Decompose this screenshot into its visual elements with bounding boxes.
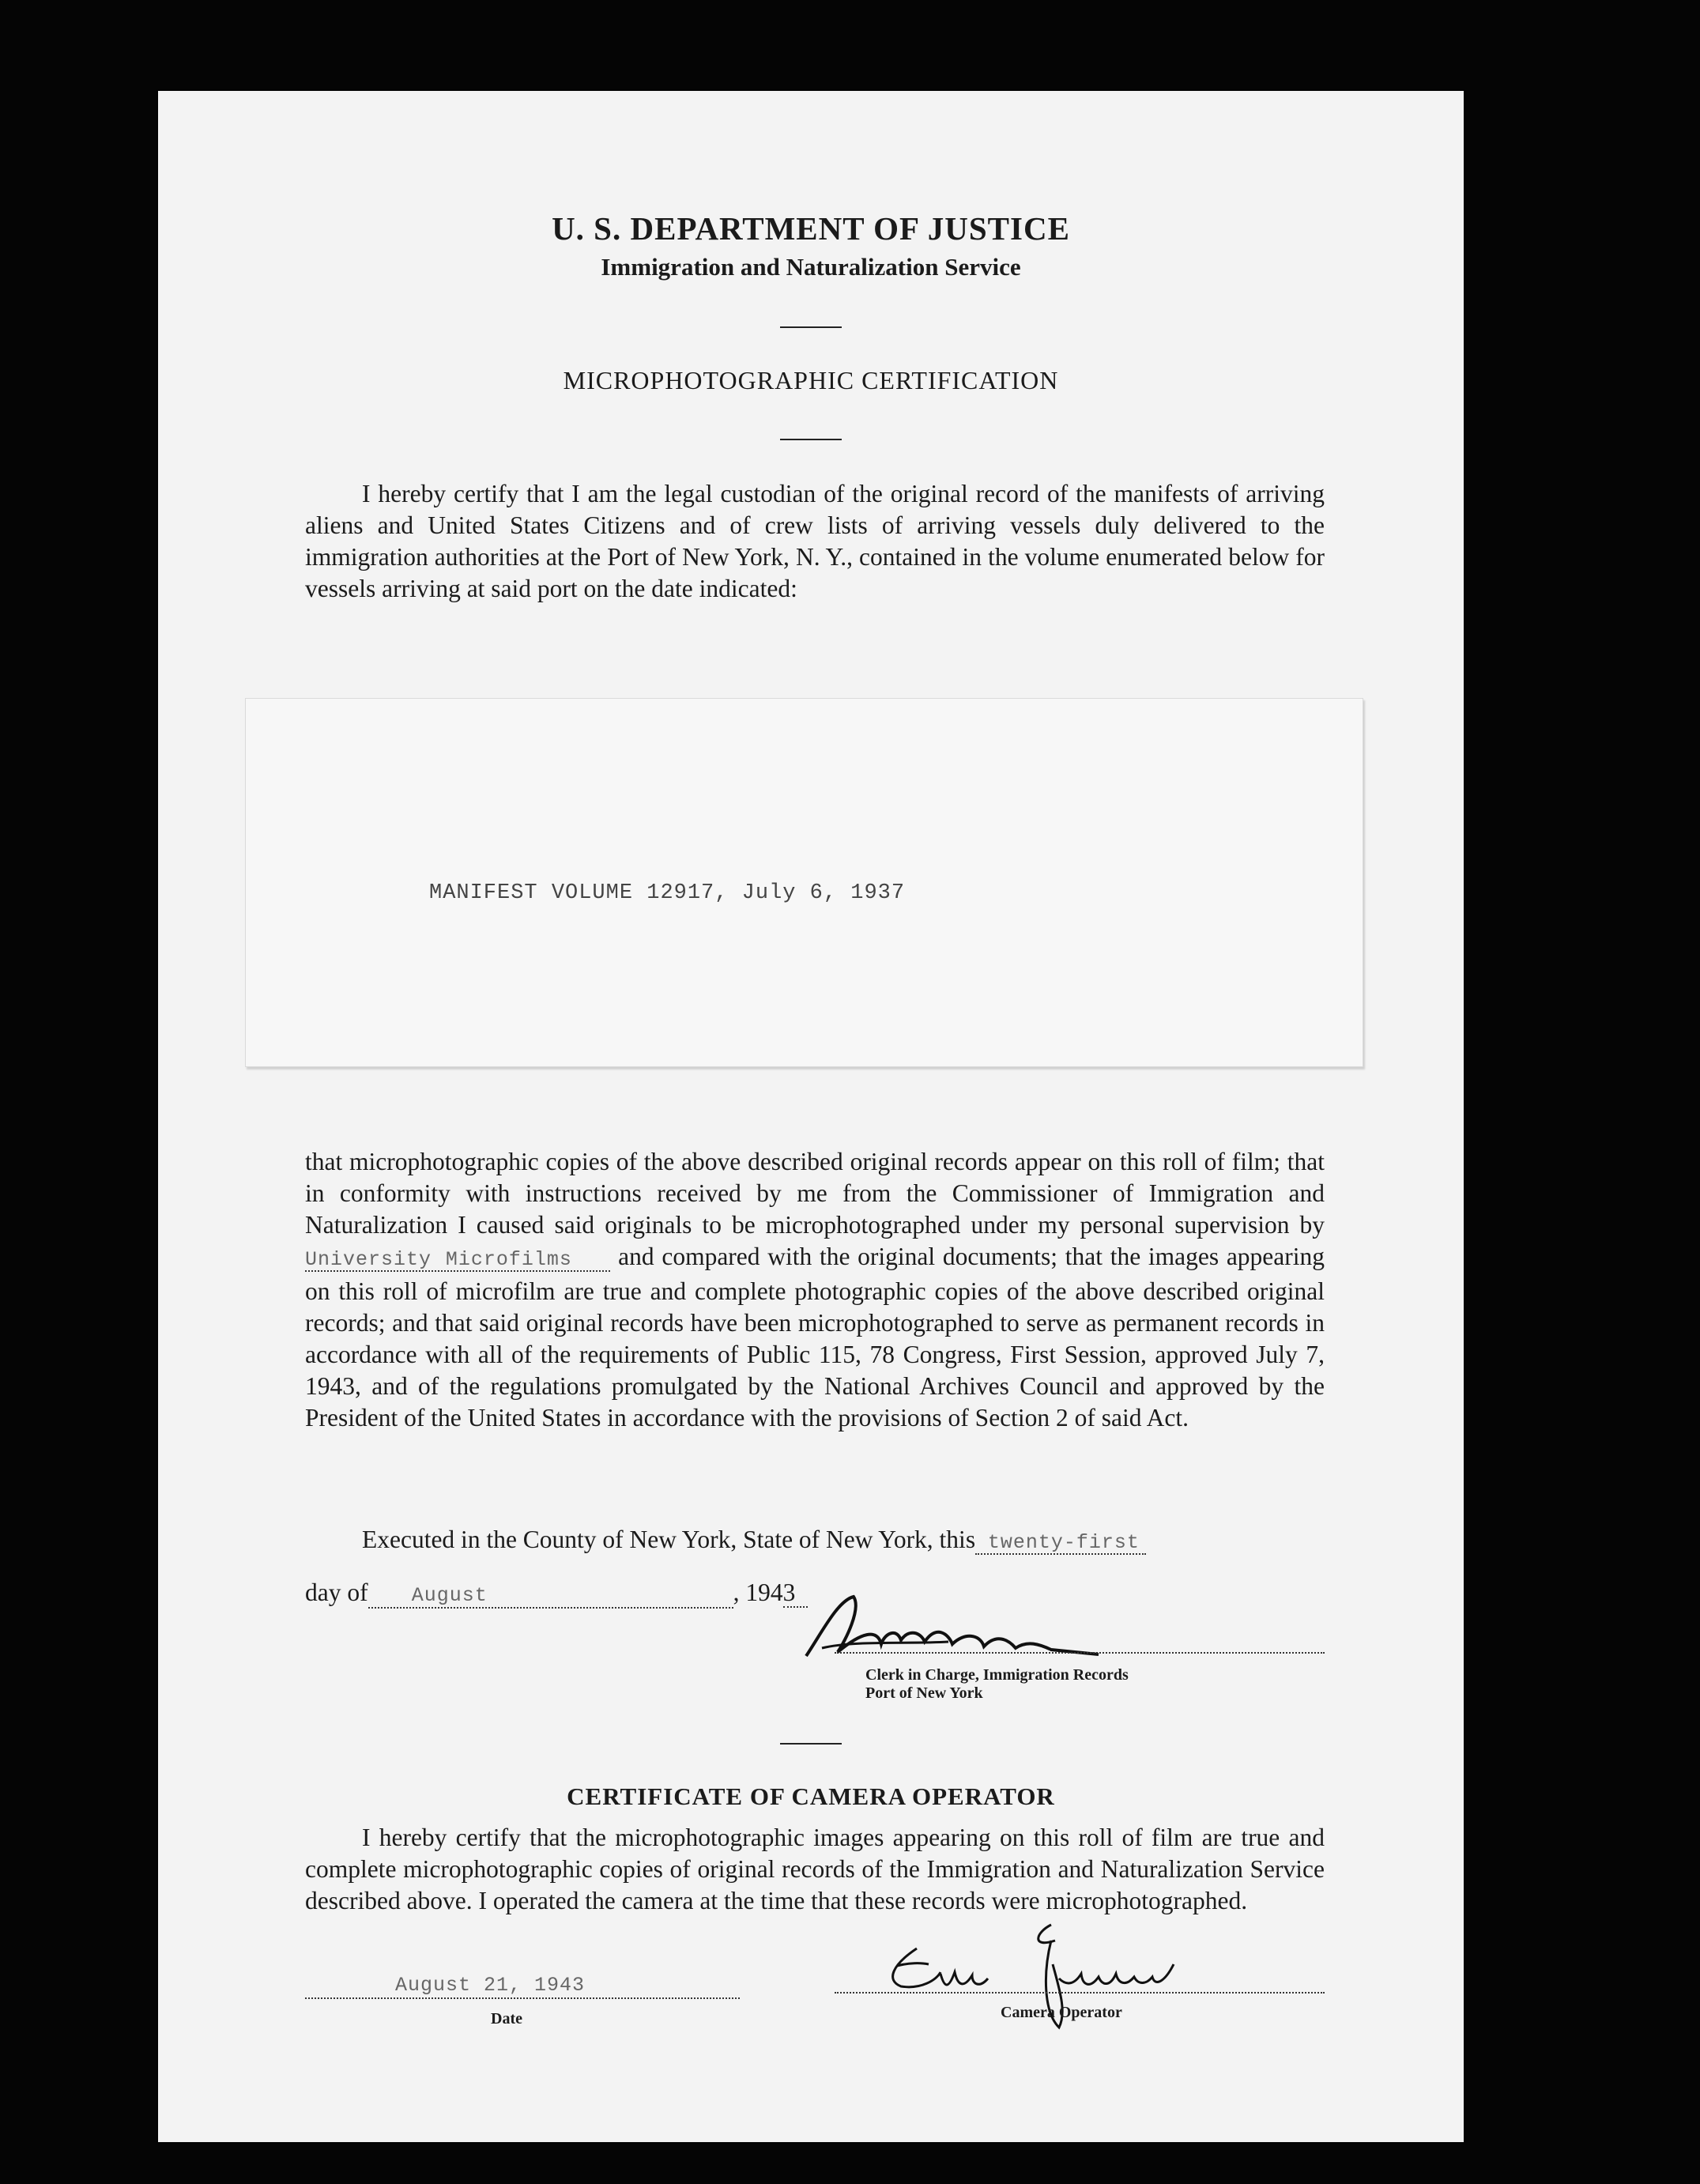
date-signature-line <box>305 1997 740 1999</box>
executed-line <box>362 1526 1146 1554</box>
clerk-signature <box>790 1585 1122 1672</box>
clerk-signature-line <box>835 1652 1325 1654</box>
clerk-title-line1: Clerk in Charge, Immigration Records <box>865 1666 1129 1684</box>
photographer-value: University Microfilms <box>305 1248 572 1271</box>
manifest-volume-entry: MANIFEST VOLUME 12917, July 6, 1937 <box>429 881 906 905</box>
service-heading: Immigration and Naturalization Service <box>601 253 1021 281</box>
day-of-line <box>305 1579 808 1609</box>
executed-prefix: Executed in the County of New York, State of New York, this <box>362 1526 976 1553</box>
divider <box>780 439 842 440</box>
executed-month: August <box>411 1584 488 1607</box>
divider <box>780 326 842 328</box>
camera-certificate-paragraph: I hereby certify that the microphotographic images appearing on this roll of film are true and complete microphotographic copies of original records of the Immigration and Naturalization Service described above. I operated the camera at the time that these records were microphotographed. <box>305 1824 1325 1914</box>
clerk-title-line2: Port of New York <box>865 1684 983 1702</box>
operator-date-value: August 21, 1943 <box>395 1974 586 1997</box>
custodian-paragraph: I hereby certify that I am the legal custodian of the original record of the manifests of arriving aliens and United States Citizens and of crew lists of arriving vessels duly delivered to the immigration authorities at the Port of New York, N. Y., contained in the volume enumerated below for vessels arriving at said port on the date indicated: <box>305 480 1325 602</box>
certification-title: MICROPHOTOGRAPHIC CERTIFICATION <box>563 366 1059 394</box>
certification-text-part2: and compared with the original documents; that the images appearing on this roll of microfilm are true and complete photographic copies of the above described original records; and that said original records have been microphotographed to serve as permanent records in accordance with all of the requirements of Public 115, 78 Congress, First Session, approved July 7, 1943, and of the regulations promulgated by the National Archives Council and approved by the President of the United States in accordance with the provisions of Section 2 of said Act. <box>305 1243 1325 1431</box>
day-of-label: day of <box>305 1579 368 1606</box>
certification-paragraph <box>305 1146 1325 1434</box>
certificate-page <box>158 91 1464 2142</box>
date-label: Date <box>491 2010 522 2027</box>
divider <box>780 1743 842 1745</box>
certification-text-part1: that microphotographic copies of the above described original records appear on this roll of film; that in conformity with instructions received by me from the Commissioner of Immigration and Naturalization I caused said originals to be microphotographed under my personal supervision by <box>305 1148 1325 1239</box>
operator-signature-line <box>835 1992 1325 1994</box>
year-prefix: , 194 <box>733 1579 783 1606</box>
executed-day: twenty-first <box>987 1531 1140 1554</box>
operator-label: Camera Operator <box>1001 2004 1122 2021</box>
department-heading: U. S. DEPARTMENT OF JUSTICE <box>552 210 1070 247</box>
year-digit: 3 <box>782 1579 796 1606</box>
camera-certificate-title: CERTIFICATE OF CAMERA OPERATOR <box>567 1782 1055 1810</box>
